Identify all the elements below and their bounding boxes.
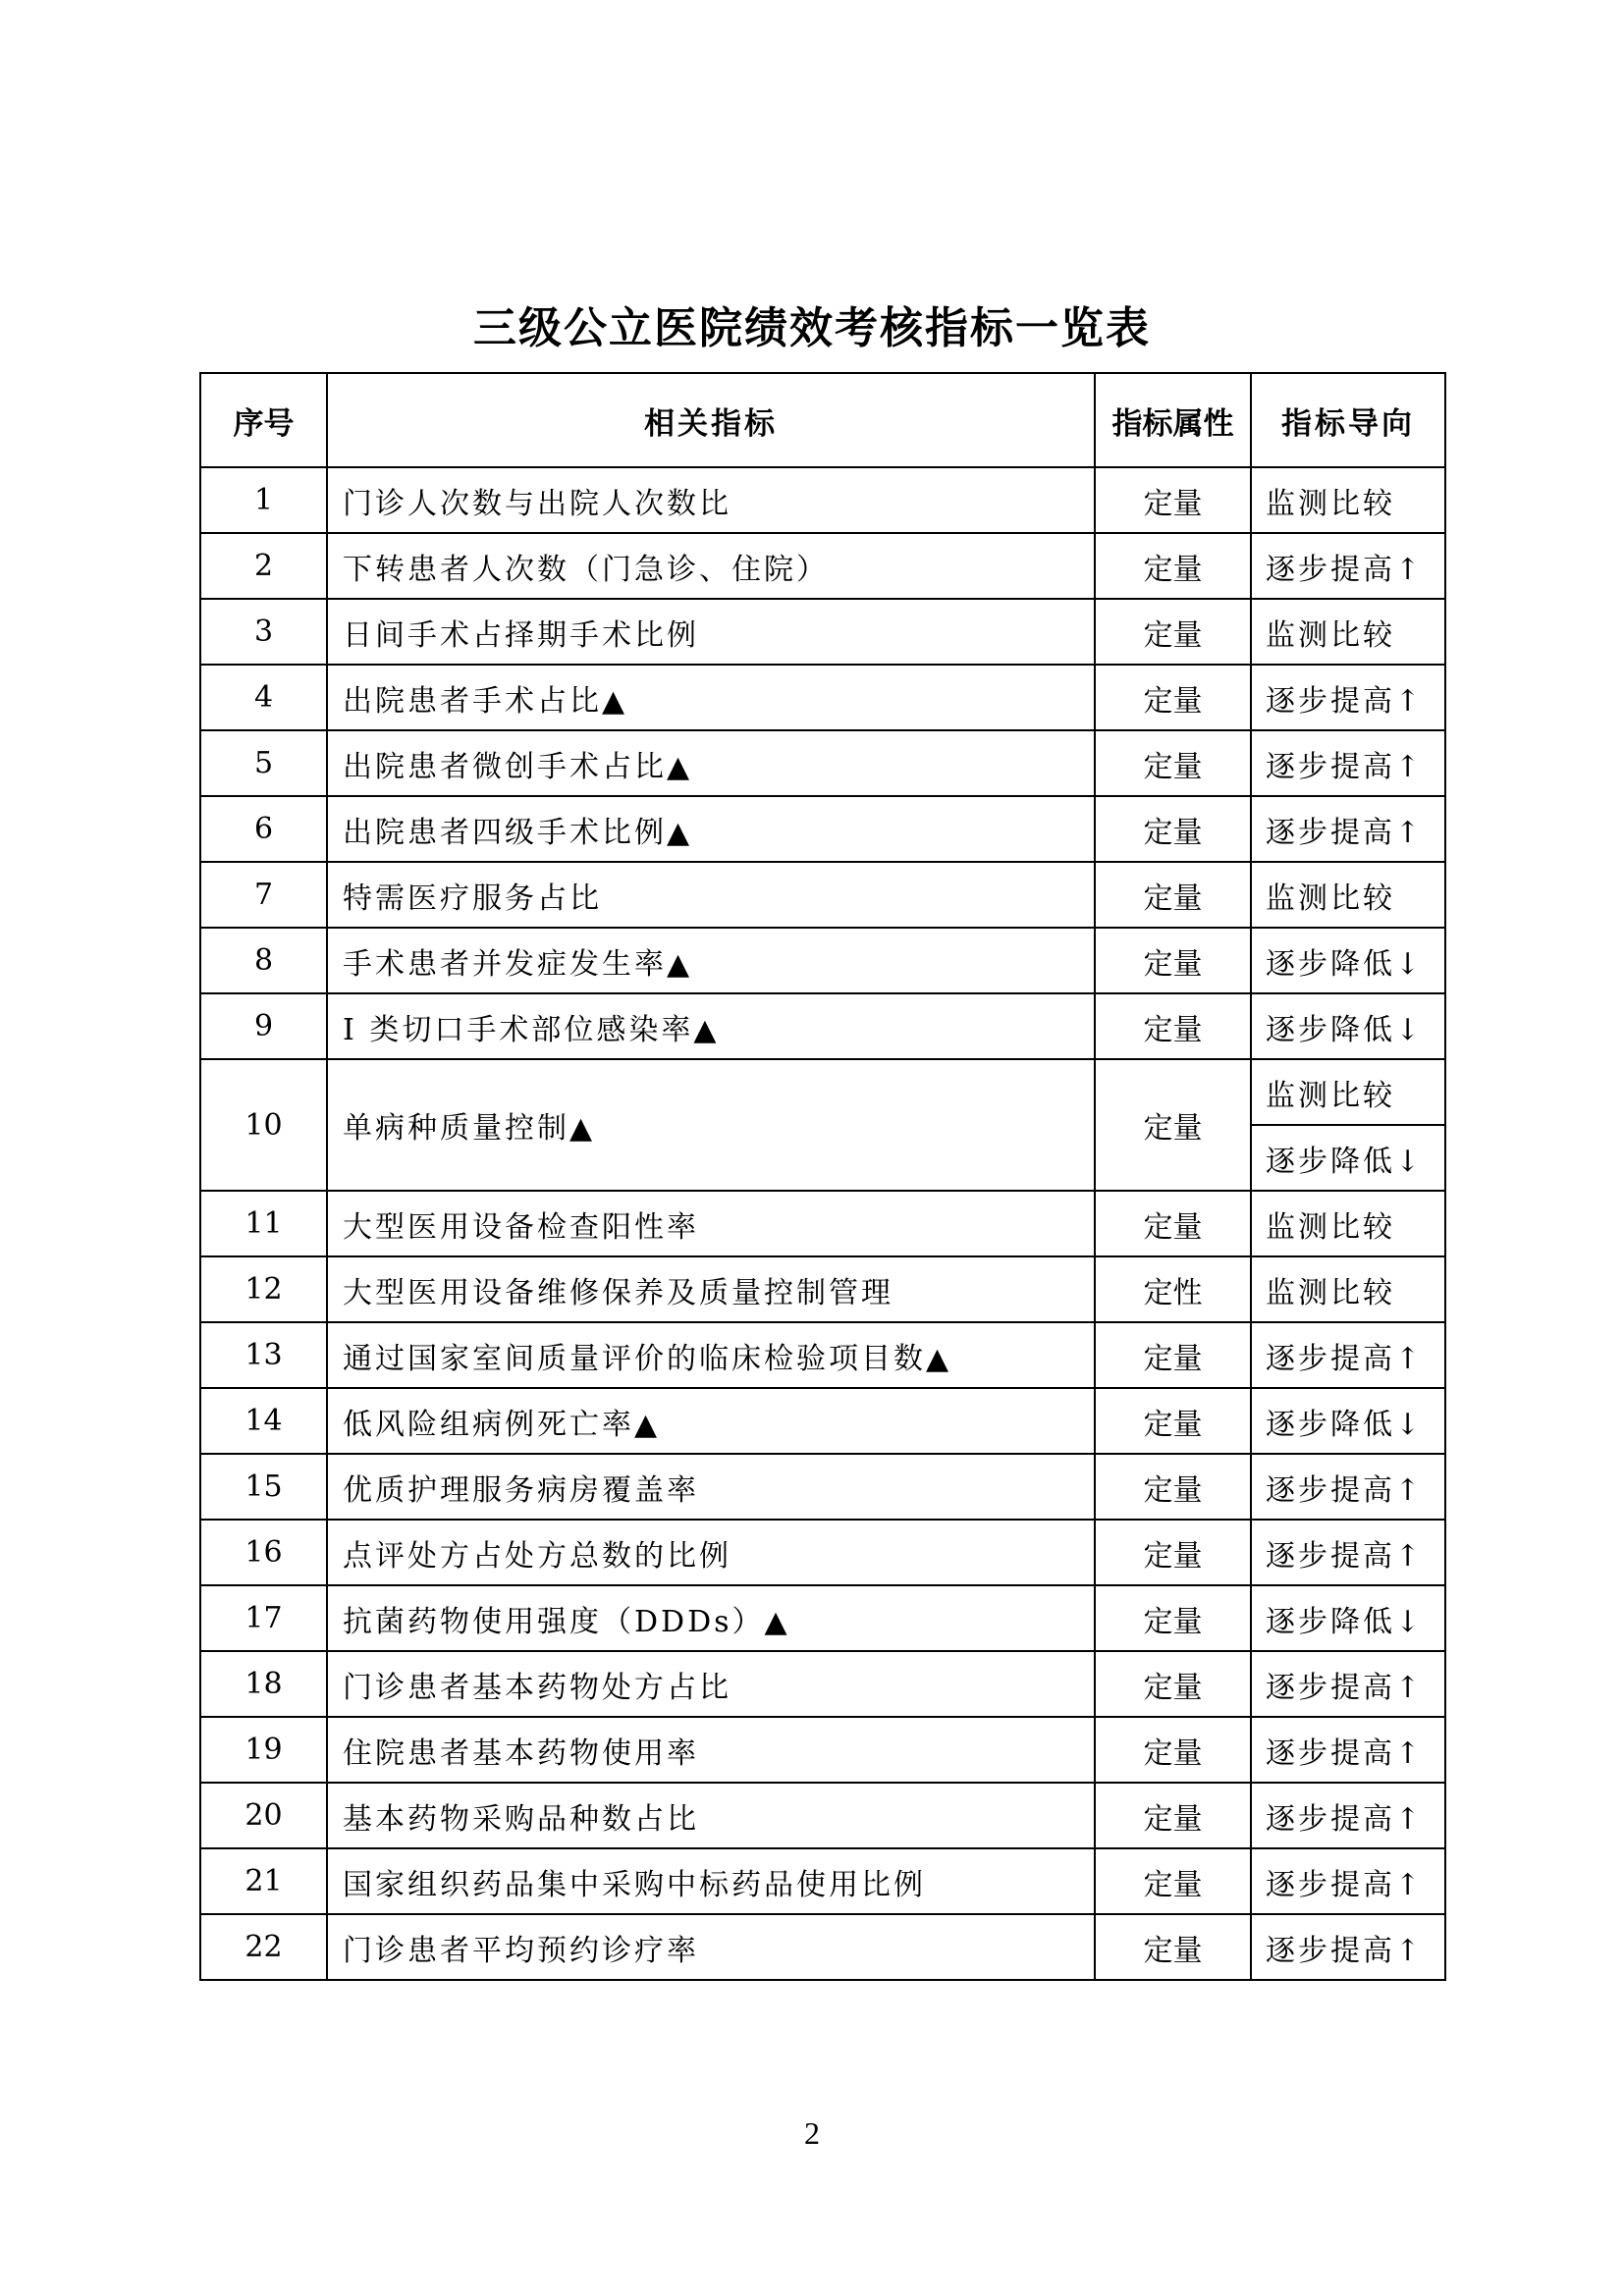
indicator-name: 基本药物采购品种数占比 <box>327 1783 1095 1848</box>
indicator-direction: 逐步降低↓ <box>1251 1585 1445 1651</box>
indicator-attribute: 定量 <box>1095 1914 1251 1980</box>
indicator-attribute: 定量 <box>1095 533 1251 599</box>
indicator-attribute: 定量 <box>1095 1783 1251 1848</box>
header-name: 相关指标 <box>327 373 1095 467</box>
table-row <box>200 533 1445 599</box>
indicator-direction: 逐步提高↑ <box>1251 1783 1445 1848</box>
indicator-name: 通过国家室间质量评价的临床检验项目数▲ <box>327 1322 1095 1388</box>
indicator-direction: 逐步降低↓ <box>1251 993 1445 1059</box>
table-row <box>200 862 1445 928</box>
table-row <box>200 1914 1445 1980</box>
table-body <box>200 467 1445 1980</box>
indicator-name: 特需医疗服务占比 <box>327 862 1095 928</box>
indicator-name: 门诊患者平均预约诊疗率 <box>327 1914 1095 1980</box>
indicator-name: 优质护理服务病房覆盖率 <box>327 1454 1095 1520</box>
indicator-direction: 监测比较 <box>1251 862 1445 928</box>
row-number: 8 <box>200 928 327 993</box>
table-row <box>200 1256 1445 1322</box>
indicator-name: 日间手术占择期手术比例 <box>327 599 1095 665</box>
indicator-attribute: 定性 <box>1095 1256 1251 1322</box>
table-row <box>200 730 1445 796</box>
table-row <box>200 1191 1445 1256</box>
indicator-name: I 类切口手术部位感染率▲ <box>327 993 1095 1059</box>
row-number: 21 <box>200 1848 327 1914</box>
indicator-name: 点评处方占处方总数的比例 <box>327 1520 1095 1585</box>
indicator-direction: 监测比较 <box>1251 599 1445 665</box>
indicator-attribute: 定量 <box>1095 665 1251 730</box>
table-row <box>200 1717 1445 1783</box>
indicator-name: 门诊人次数与出院人次数比 <box>327 467 1095 533</box>
table-row <box>200 1848 1445 1914</box>
row-number: 17 <box>200 1585 327 1651</box>
indicator-attribute: 定量 <box>1095 1454 1251 1520</box>
table-row <box>200 665 1445 730</box>
indicator-attribute: 定量 <box>1095 1585 1251 1651</box>
table-row <box>200 1454 1445 1520</box>
indicator-direction: 逐步降低↓ <box>1251 1388 1445 1454</box>
row-number: 7 <box>200 862 327 928</box>
indicator-attribute: 定量 <box>1095 1322 1251 1388</box>
header-attr: 指标属性 <box>1095 373 1251 467</box>
table-row <box>200 1783 1445 1848</box>
table-row <box>200 928 1445 993</box>
indicator-name: 门诊患者基本药物处方占比 <box>327 1651 1095 1717</box>
table-row <box>200 1520 1445 1585</box>
row-number: 3 <box>200 599 327 665</box>
indicator-attribute: 定量 <box>1095 1059 1251 1191</box>
indicator-attribute: 定量 <box>1095 796 1251 862</box>
indicator-attribute: 定量 <box>1095 1388 1251 1454</box>
indicator-name: 手术患者并发症发生率▲ <box>327 928 1095 993</box>
page-number: 2 <box>804 2115 820 2151</box>
indicator-name: 国家组织药品集中采购中标药品使用比例 <box>327 1848 1095 1914</box>
header-no: 序号 <box>200 373 327 467</box>
indicator-attribute: 定量 <box>1095 1191 1251 1256</box>
indicator-attribute: 定量 <box>1095 1717 1251 1783</box>
page-title: 三级公立医院绩效考核指标一览表 <box>473 303 1151 353</box>
indicator-direction: 逐步提高↑ <box>1251 533 1445 599</box>
indicator-direction: 监测比较 <box>1251 1256 1445 1322</box>
indicator-direction: 监测比较 <box>1251 467 1445 533</box>
indicator-name: 单病种质量控制▲ <box>327 1059 1095 1191</box>
indicator-attribute: 定量 <box>1095 993 1251 1059</box>
row-number: 18 <box>200 1651 327 1717</box>
table-row <box>200 1651 1445 1717</box>
indicator-name: 出院患者四级手术比例▲ <box>327 796 1095 862</box>
indicator-direction: 逐步提高↑ <box>1251 1651 1445 1717</box>
row-number: 2 <box>200 533 327 599</box>
row-number: 1 <box>200 467 327 533</box>
indicator-name: 下转患者人次数（门急诊、住院） <box>327 533 1095 599</box>
indicator-direction: 逐步提高↑ <box>1251 1717 1445 1783</box>
indicator-direction: 逐步降低↓ <box>1251 1125 1445 1191</box>
row-number: 10 <box>200 1059 327 1191</box>
indicator-direction: 监测比较 <box>1251 1059 1445 1125</box>
table-row <box>200 599 1445 665</box>
indicator-attribute: 定量 <box>1095 928 1251 993</box>
indicator-attribute: 定量 <box>1095 862 1251 928</box>
indicator-direction: 逐步提高↑ <box>1251 1322 1445 1388</box>
row-number: 9 <box>200 993 327 1059</box>
indicator-attribute: 定量 <box>1095 1520 1251 1585</box>
indicator-direction: 逐步降低↓ <box>1251 928 1445 993</box>
row-number: 4 <box>200 665 327 730</box>
indicator-attribute: 定量 <box>1095 467 1251 533</box>
indicator-direction: 监测比较 <box>1251 1191 1445 1256</box>
row-number: 12 <box>200 1256 327 1322</box>
indicator-direction: 逐步提高↑ <box>1251 730 1445 796</box>
row-number: 6 <box>200 796 327 862</box>
table-row <box>200 467 1445 533</box>
indicator-name: 抗菌药物使用强度（DDDs）▲ <box>327 1585 1095 1651</box>
indicator-name: 住院患者基本药物使用率 <box>327 1717 1095 1783</box>
row-number: 15 <box>200 1454 327 1520</box>
indicator-name: 大型医用设备维修保养及质量控制管理 <box>327 1256 1095 1322</box>
indicator-name: 低风险组病例死亡率▲ <box>327 1388 1095 1454</box>
row-number: 20 <box>200 1783 327 1848</box>
row-number: 13 <box>200 1322 327 1388</box>
row-number: 16 <box>200 1520 327 1585</box>
table-row <box>200 1585 1445 1651</box>
indicator-name: 出院患者手术占比▲ <box>327 665 1095 730</box>
indicator-attribute: 定量 <box>1095 599 1251 665</box>
row-number: 14 <box>200 1388 327 1454</box>
row-number: 11 <box>200 1191 327 1256</box>
table-header-row <box>200 373 1445 467</box>
row-number: 22 <box>200 1914 327 1980</box>
indicator-table <box>199 372 1446 1981</box>
indicator-direction: 逐步提高↑ <box>1251 1520 1445 1585</box>
indicator-direction: 逐步提高↑ <box>1251 1848 1445 1914</box>
indicator-attribute: 定量 <box>1095 1848 1251 1914</box>
indicator-name: 出院患者微创手术占比▲ <box>327 730 1095 796</box>
table-row <box>200 1059 1445 1125</box>
indicator-direction: 逐步提高↑ <box>1251 796 1445 862</box>
indicator-direction: 逐步提高↑ <box>1251 1914 1445 1980</box>
indicator-attribute: 定量 <box>1095 730 1251 796</box>
row-number: 19 <box>200 1717 327 1783</box>
table-row <box>200 1322 1445 1388</box>
indicator-attribute: 定量 <box>1095 1651 1251 1717</box>
indicator-direction: 逐步提高↑ <box>1251 1454 1445 1520</box>
table-row <box>200 796 1445 862</box>
indicator-direction: 逐步提高↑ <box>1251 665 1445 730</box>
table-row <box>200 1388 1445 1454</box>
table-row <box>200 993 1445 1059</box>
row-number: 5 <box>200 730 327 796</box>
indicator-name: 大型医用设备检查阳性率 <box>327 1191 1095 1256</box>
header-dir: 指标导向 <box>1251 373 1445 467</box>
